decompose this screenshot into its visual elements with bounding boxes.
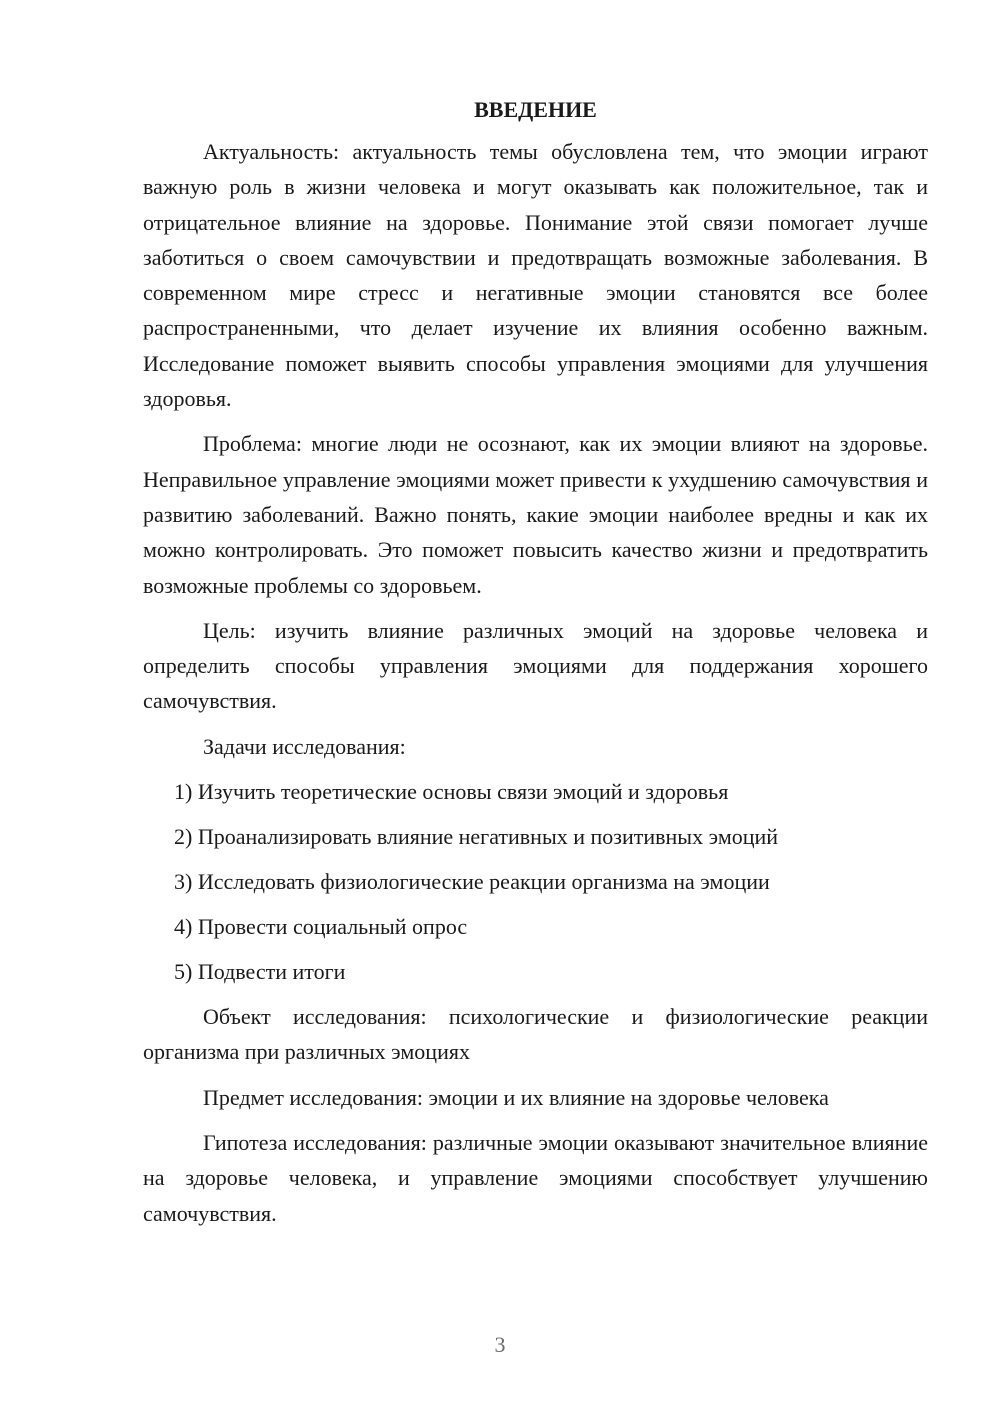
problem-paragraph: Проблема: многие люди не осознают, как их эмоции влияют на здоровье. Неправильное управление эмоциями может привести к ухудшению самочувствия и развитию заболеваний. Важно понять, какие эмоции наиболее вредны и как их можно контролировать. Это поможет повысить качество жизни и предотвратить возможные проблемы со здоровьем. xyxy=(143,431,928,598)
list-item: 5) Подвести итоги xyxy=(174,959,346,985)
page-number: 3 xyxy=(494,1332,506,1357)
document-title: ВВЕДЕНИЕ xyxy=(474,97,597,122)
tasks-heading: Задачи исследования: xyxy=(203,733,406,759)
list-item: 2) Проанализировать влияние негативных и позитивных эмоций xyxy=(174,824,779,850)
goal-paragraph: Цель: изучить влияние различных эмоций на здоровье человека и определить способы управления эмоциями для поддержания хорошего самочувствия. xyxy=(143,617,928,714)
hypothesis-paragraph: Гипотеза исследования: различные эмоции оказывают значительное влияние на здоровье человека, и управление эмоциями способствует улучшению самочувствия. xyxy=(143,1129,928,1226)
list-item: 4) Провести социальный опрос xyxy=(174,914,468,940)
relevance-paragraph: Актуальность: актуальность темы обусловлена тем, что эмоции играют важную роль в жизни человека и могут оказывать как положительное, так и отрицательное влияние на здоровье. Понимание этой связи помогает лучше заботиться о своем самочувствии и предотвращать возможные заболевания. В современном мире стресс и негативные эмоции становятся все более распространенными, что делает изучение их влияния особенно важным. Исследование поможет выявить способы управления эмоциями для улучшения здоровья. xyxy=(143,139,928,412)
document-page xyxy=(143,94,928,1241)
list-item: 3) Исследовать физиологические реакции организма на эмоции xyxy=(174,869,770,895)
list-item: 1) Изучить теоретические основы связи эмоций и здоровья xyxy=(174,779,729,805)
subject-paragraph: Предмет исследования: эмоции и их влияние на здоровье человека xyxy=(203,1084,829,1110)
tasks-list xyxy=(143,774,928,989)
object-paragraph: Объект исследования: психологические и физиологические реакции организма при различных эмоциях xyxy=(143,1004,928,1065)
